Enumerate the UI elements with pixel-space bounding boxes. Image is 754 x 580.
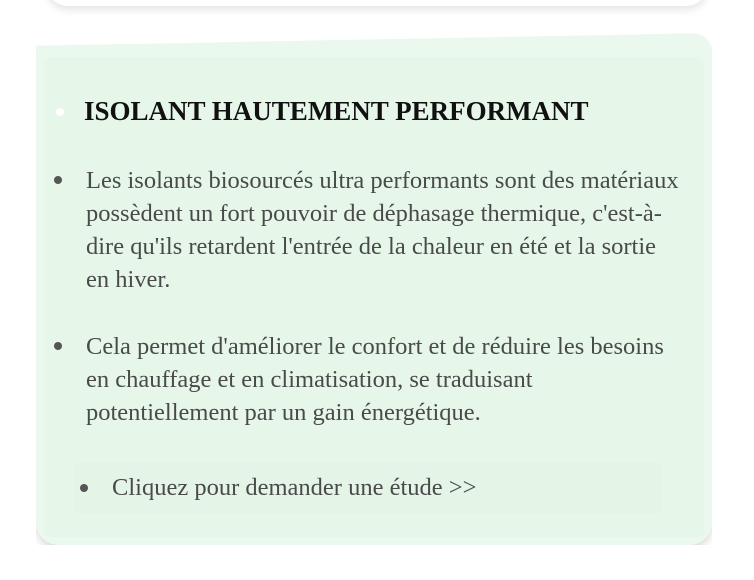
feature-paragraph-text: Les isolants biosourcés ultra performants sont des matériaux possèdent un fort pouvoir de déphasage thermique, c'est-à-dire qu'ils retardent l'entrée de la chaleur en été et la sortie en hiver. xyxy=(86,167,679,293)
feature-paragraph xyxy=(50,164,680,296)
feature-title-row xyxy=(44,96,664,127)
request-study-item[interactable] xyxy=(74,462,662,514)
feature-paragraph-text: Cela permet d'améliorer le confort et de réduire les besoins en chauffage et en climatisation, se traduisant potentiellement par un gain énergétique. xyxy=(86,333,664,426)
bullet-icon xyxy=(80,484,88,492)
title-bullet-icon xyxy=(56,108,64,116)
feature-title: ISOLANT HAUTEMENT PERFORMANT xyxy=(84,96,589,126)
request-study-link[interactable]: Cliquez pour demander une étude >> xyxy=(112,474,477,501)
bullet-icon xyxy=(54,176,62,184)
feature-paragraph xyxy=(50,330,680,429)
previous-card-bottom xyxy=(46,0,708,6)
bullet-icon xyxy=(54,342,62,350)
